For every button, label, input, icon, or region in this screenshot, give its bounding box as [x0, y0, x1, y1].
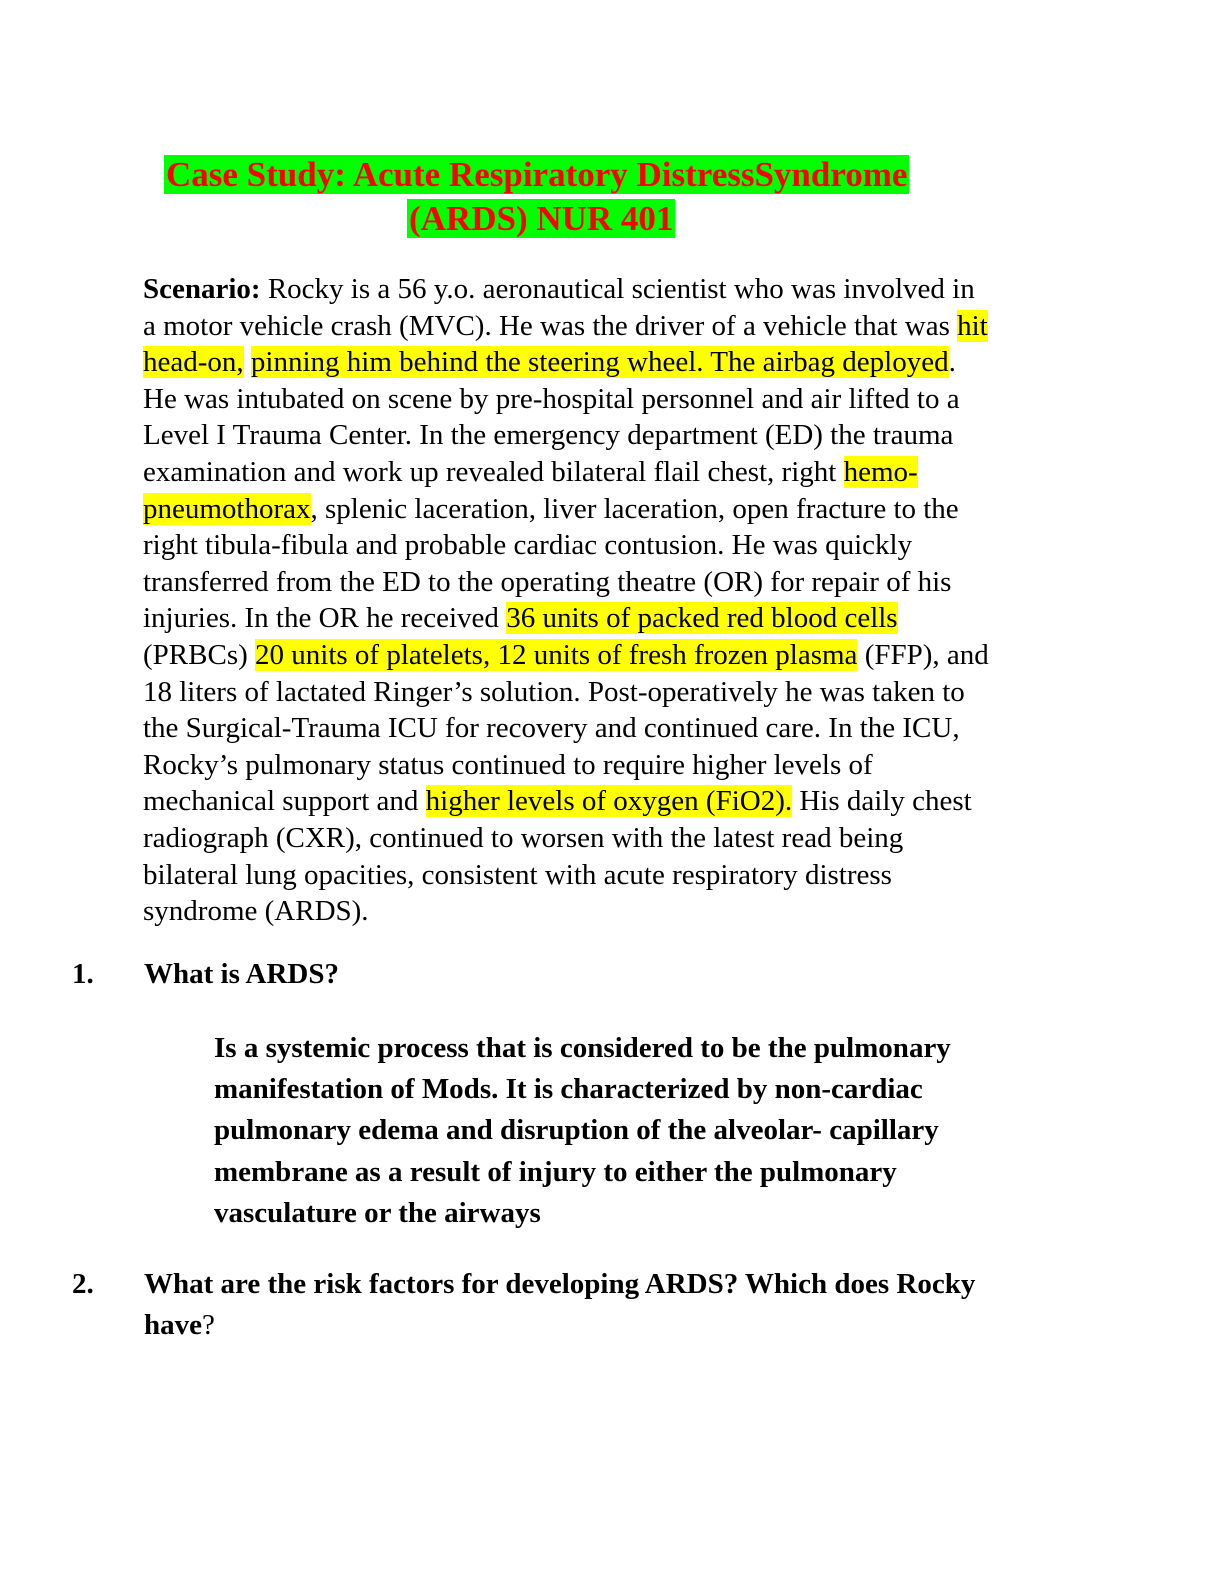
scenario-line [143, 527, 1083, 564]
scenario-text: right tibula-fibula and probable cardiac contusion. He was quickly [143, 529, 913, 562]
scenario-paragraph [143, 271, 1083, 930]
highlighted-text: pneumothorax [143, 492, 311, 525]
question-2-line-2 [144, 1305, 975, 1346]
scenario-text: Rocky’s pulmonary status continued to require higher levels of [143, 748, 873, 781]
scenario-text: He was intubated on scene by pre-hospital personnel and air lifted to a [143, 382, 960, 415]
answer-1 [214, 1028, 951, 1234]
answer-1-line: vasculature or the airways [214, 1196, 541, 1229]
scenario-line [143, 783, 1083, 820]
scenario-text: mechanical support and [143, 785, 426, 818]
question-2-number: 2. [72, 1268, 94, 1300]
question-2-mark: ? [202, 1309, 215, 1341]
scenario-text: (FFP), and [857, 638, 989, 671]
question-1-number: 1. [72, 958, 94, 990]
answer-1-line: pulmonary edema and disruption of the alveolar- capillary [214, 1114, 939, 1147]
scenario-line [143, 893, 1083, 930]
scenario-text: radiograph (CXR), continued to worsen with the latest read being [143, 821, 904, 854]
title-line-2 [407, 197, 675, 241]
scenario-line [143, 564, 1083, 601]
question-2-text [144, 1264, 975, 1346]
scenario-text [244, 346, 251, 378]
scenario-text: examination and work up revealed bilateral flail chest, right [143, 455, 844, 488]
scenario-line [143, 637, 1083, 674]
scenario-text: syndrome (ARDS). [143, 895, 369, 928]
scenario-text: bilateral lung opacities, consistent with acute respiratory distress [143, 858, 892, 891]
highlighted-text: hemo- [843, 455, 918, 488]
scenario-line [143, 674, 1083, 711]
scenario-line [143, 857, 1083, 894]
scenario-text: transferred from the ED to the operating theatre (OR) for repair of his [143, 565, 952, 598]
title-line-1 [164, 153, 909, 197]
highlighted-text: higher levels of oxygen (FiO2). [425, 785, 793, 818]
answer-1-line: membrane as a result of injury to either the pulmonary [214, 1155, 897, 1188]
scenario-label: Scenario: [143, 273, 261, 305]
scenario-text: Level I Trauma Center. In the emergency department (ED) the trauma [143, 419, 954, 452]
scenario-line [143, 381, 1083, 418]
scenario-line [143, 308, 1083, 345]
scenario-line [143, 600, 1083, 637]
question-1-text: What is ARDS? [144, 958, 339, 990]
highlighted-text: hit [957, 309, 988, 342]
scenario-line [143, 747, 1083, 784]
scenario-line [143, 710, 1083, 747]
scenario-text: (PRBCs) [143, 638, 256, 671]
scenario-line [143, 271, 1083, 308]
highlighted-text: 20 units of platelets, 12 units of fresh frozen plasma [255, 638, 858, 671]
highlighted-text: head-on, [143, 346, 244, 379]
scenario-text: injuries. In the OR he received [143, 602, 507, 635]
scenario-line [143, 454, 1083, 491]
scenario-line [143, 491, 1083, 528]
highlighted-text: 36 units of packed red blood cells [506, 602, 898, 635]
scenario-text: a motor vehicle crash (MVC). He was the driver of a vehicle that was [143, 309, 958, 342]
scenario-text: , splenic laceration, liver laceration, open fracture to the [310, 492, 959, 525]
scenario-text: the Surgical-Trauma ICU for recovery and continued care. In the ICU, [143, 712, 960, 745]
question-2-line-2-text: have [144, 1309, 202, 1341]
scenario-line [143, 417, 1083, 454]
answer-1-line: manifestation of Mods. It is characterized by non-cardiac [214, 1073, 923, 1106]
scenario-text: 18 liters of lactated Ringer’s solution. Post-operatively he was taken to [143, 675, 965, 708]
scenario-text: His daily chest [792, 785, 972, 818]
title-line-1-text: Case Study: Acute Respiratory DistressSyndrome [166, 155, 908, 194]
highlighted-text: pinning him behind the steering wheel. The airbag deployed [250, 346, 949, 379]
scenario-line [143, 344, 1083, 381]
answer-1-line: Is a systemic process that is considered to be the pulmonary [214, 1032, 951, 1064]
scenario-text: Rocky is a 56 y.o. aeronautical scientist who was involved in [260, 273, 975, 305]
title-line-2-text: (ARDS) NUR 401 [409, 199, 674, 238]
scenario-line [143, 820, 1083, 857]
question-2-line-1: What are the risk factors for developing ARDS? Which does Rocky [144, 1268, 976, 1300]
scenario-text: . [948, 346, 956, 379]
